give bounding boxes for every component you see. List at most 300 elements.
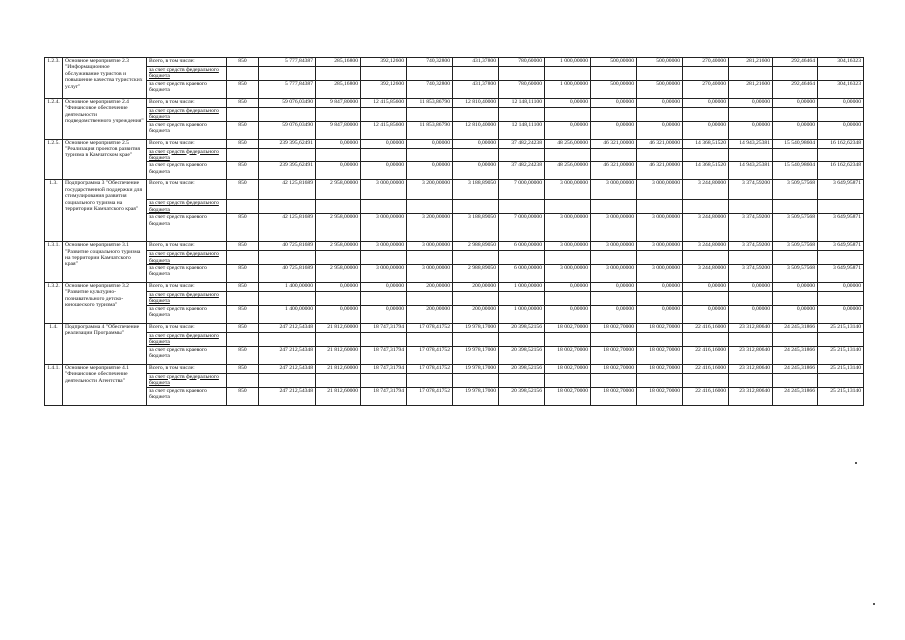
row-number: 1.2.4.: [45, 98, 63, 139]
amount-cell: 6 000,00000: [499, 265, 545, 283]
amount-cell: 12 415,85600: [361, 121, 407, 139]
amount-cell: 3 000,00000: [361, 214, 407, 242]
amount-cell: [591, 148, 637, 162]
amount-cell: 7 000,00000: [499, 214, 545, 242]
amount-cell: 0,00000: [316, 162, 361, 180]
program-name: Основное мероприятие 3.1 "Развитие социального туризма на территории Камчатского края": [63, 242, 147, 283]
amount-cell: 0,00000: [637, 283, 683, 292]
amount-cell: 12 810,40000: [453, 98, 499, 107]
amount-cell: 247 212,54348: [259, 387, 316, 405]
amount-cell: [361, 373, 407, 387]
amount-cell: [818, 107, 864, 121]
amount-cell: 281,21600: [729, 80, 773, 98]
amount-cell: 392,12600: [361, 80, 407, 98]
amount-cell: [729, 67, 773, 81]
amount-cell: 0,00000: [545, 121, 591, 139]
amount-cell: 17 078,41752: [407, 346, 453, 364]
amount-cell: 46 321,00000: [637, 139, 683, 148]
table-row: [45, 214, 864, 242]
amount-cell: 247 212,54348: [259, 364, 316, 373]
program-name: Основное мероприятие 2.4 "Финансовое обеспечение деятельности подведомственного учреждения": [63, 98, 147, 139]
budget-code: 850: [227, 214, 259, 242]
amount-cell: [545, 332, 591, 346]
amount-cell: [259, 373, 316, 387]
amount-cell: 247 212,54348: [259, 346, 316, 364]
amount-cell: 19 978,17000: [453, 323, 499, 332]
amount-cell: 0,00000: [407, 162, 453, 180]
funding-source-label: Всего, в том числе:: [147, 323, 227, 332]
amount-cell: [818, 67, 864, 81]
amount-cell: [591, 200, 637, 214]
amount-cell: [683, 107, 729, 121]
amount-cell: 0,00000: [545, 305, 591, 323]
amount-cell: 37 482,24238: [499, 162, 545, 180]
row-number: 1.2.5.: [45, 139, 63, 180]
amount-cell: 3 000,00000: [591, 180, 637, 200]
amount-cell: 0,00000: [545, 283, 591, 292]
amount-cell: 17 078,41752: [407, 323, 453, 332]
amount-cell: 3 000,00000: [361, 180, 407, 200]
amount-cell: 500,00000: [637, 58, 683, 67]
amount-cell: [453, 292, 499, 306]
amount-cell: 740,32800: [407, 58, 453, 67]
funding-source-label: за счет средств краевого бюджета: [147, 121, 227, 139]
funding-source-label: за счет средств краевого бюджета: [147, 346, 227, 364]
funding-source-label: Всего, в том числе:: [147, 364, 227, 373]
amount-cell: [773, 107, 818, 121]
amount-cell: 25 215,13140: [818, 364, 864, 373]
amount-cell: 21 812,60000: [316, 323, 361, 332]
amount-cell: [729, 148, 773, 162]
row-number: 1.4.1.: [45, 364, 63, 405]
amount-cell: 18 002,70000: [545, 346, 591, 364]
amount-cell: [407, 292, 453, 306]
amount-cell: 40 725,81689: [259, 242, 316, 251]
amount-cell: [499, 332, 545, 346]
amount-cell: 24 245,31866: [773, 387, 818, 405]
amount-cell: 18 747,31794: [361, 346, 407, 364]
amount-cell: 0,00000: [591, 305, 637, 323]
amount-cell: 1 000,00000: [499, 283, 545, 292]
amount-cell: [545, 292, 591, 306]
amount-cell: 239 395,62491: [259, 139, 316, 148]
amount-cell: 500,00000: [591, 80, 637, 98]
amount-cell: [259, 148, 316, 162]
table-row: [45, 292, 864, 306]
table-row: [45, 265, 864, 283]
amount-cell: 12 148,11100: [499, 121, 545, 139]
amount-cell: [637, 332, 683, 346]
amount-cell: 2 958,00000: [316, 214, 361, 242]
amount-cell: [499, 292, 545, 306]
scan-mark: [873, 603, 875, 605]
amount-cell: 3 000,00000: [637, 214, 683, 242]
amount-cell: 23 312,80640: [729, 346, 773, 364]
table-row: [45, 323, 864, 332]
amount-cell: [591, 251, 637, 265]
amount-cell: 0,00000: [316, 139, 361, 148]
amount-cell: [259, 251, 316, 265]
amount-cell: 3 509,57568: [773, 214, 818, 242]
funding-source-label: Всего, в том числе:: [147, 139, 227, 148]
amount-cell: 431,37800: [453, 58, 499, 67]
amount-cell: 18 002,70000: [591, 346, 637, 364]
amount-cell: 1 000,00000: [545, 80, 591, 98]
funding-source-label: Всего, в том числе:: [147, 58, 227, 67]
amount-cell: 3 000,00000: [407, 265, 453, 283]
amount-cell: 0,00000: [683, 98, 729, 107]
amount-cell: 24 245,31866: [773, 346, 818, 364]
amount-cell: [453, 373, 499, 387]
amount-cell: 18 002,70000: [637, 323, 683, 332]
amount-cell: 3 000,00000: [591, 242, 637, 251]
amount-cell: [637, 67, 683, 81]
amount-cell: 3 000,00000: [591, 214, 637, 242]
amount-cell: [316, 373, 361, 387]
row-number: 1.4.: [45, 323, 63, 364]
amount-cell: 3 509,57568: [773, 180, 818, 200]
amount-cell: 5 777,84387: [259, 58, 316, 67]
amount-cell: 25 215,13140: [818, 323, 864, 332]
amount-cell: [818, 200, 864, 214]
amount-cell: 285,16800: [316, 58, 361, 67]
amount-cell: 2 988,89050: [453, 242, 499, 251]
amount-cell: 304,16323: [818, 58, 864, 67]
amount-cell: 59 076,03490: [259, 121, 316, 139]
amount-cell: [499, 251, 545, 265]
budget-code: 850: [227, 323, 259, 332]
amount-cell: 3 000,00000: [361, 265, 407, 283]
amount-cell: [453, 251, 499, 265]
amount-cell: 0,00000: [729, 98, 773, 107]
amount-cell: [453, 107, 499, 121]
amount-cell: [499, 148, 545, 162]
amount-cell: [591, 292, 637, 306]
amount-cell: 25 215,13140: [818, 346, 864, 364]
amount-cell: 18 002,70000: [591, 387, 637, 405]
amount-cell: 3 374,59200: [729, 242, 773, 251]
table-row: [45, 387, 864, 405]
amount-cell: 46 321,00000: [637, 162, 683, 180]
amount-cell: 780,60000: [499, 58, 545, 67]
amount-cell: [453, 332, 499, 346]
amount-cell: 40 725,81689: [259, 265, 316, 283]
amount-cell: 0,00000: [361, 139, 407, 148]
amount-cell: [407, 332, 453, 346]
budget-code: 850: [227, 180, 259, 200]
amount-cell: [545, 107, 591, 121]
funding-source-label: за счет средств краевого бюджета: [147, 387, 227, 405]
budget-code: 850: [227, 283, 259, 292]
amount-cell: 17 078,41752: [407, 387, 453, 405]
amount-cell: [637, 292, 683, 306]
table-body: [45, 58, 864, 406]
amount-cell: [773, 67, 818, 81]
amount-cell: 3 244,80000: [683, 214, 729, 242]
amount-cell: 3 374,59200: [729, 180, 773, 200]
table-row: [45, 121, 864, 139]
amount-cell: 0,00000: [818, 121, 864, 139]
amount-cell: 270,40000: [683, 80, 729, 98]
amount-cell: [591, 107, 637, 121]
amount-cell: 16 162,62348: [818, 162, 864, 180]
amount-cell: 2 958,00000: [316, 265, 361, 283]
amount-cell: [316, 148, 361, 162]
amount-cell: [773, 292, 818, 306]
amount-cell: [499, 373, 545, 387]
amount-cell: [637, 373, 683, 387]
budget-code: 850: [227, 162, 259, 180]
funding-source-label: за счет средств краевого бюджета: [147, 265, 227, 283]
amount-cell: [407, 67, 453, 81]
amount-cell: 3 000,00000: [361, 242, 407, 251]
table-row: [45, 364, 864, 373]
budget-code: [227, 373, 259, 387]
budget-code: 850: [227, 80, 259, 98]
amount-cell: 9 847,80000: [316, 121, 361, 139]
amount-cell: 12 148,11100: [499, 98, 545, 107]
budget-code: 850: [227, 265, 259, 283]
amount-cell: 20 398,52156: [499, 346, 545, 364]
amount-cell: 15 540,98604: [773, 139, 818, 148]
amount-cell: 281,21600: [729, 58, 773, 67]
program-name: Подпрограмма 4 "Обеспечение реализации Программы": [63, 323, 147, 364]
amount-cell: 0,00000: [591, 98, 637, 107]
amount-cell: [683, 332, 729, 346]
amount-cell: 0,00000: [683, 121, 729, 139]
amount-cell: 19 978,17000: [453, 346, 499, 364]
amount-cell: 304,16323: [818, 80, 864, 98]
amount-cell: 59 076,03490: [259, 98, 316, 107]
amount-cell: [316, 251, 361, 265]
amount-cell: 0,00000: [591, 121, 637, 139]
table-row: [45, 162, 864, 180]
amount-cell: [683, 251, 729, 265]
amount-cell: 24 245,31866: [773, 364, 818, 373]
amount-cell: 18 747,31794: [361, 323, 407, 332]
amount-cell: 285,16800: [316, 80, 361, 98]
amount-cell: 780,60000: [499, 80, 545, 98]
amount-cell: 18 747,31794: [361, 387, 407, 405]
amount-cell: 0,00000: [729, 305, 773, 323]
amount-cell: 0,00000: [773, 98, 818, 107]
amount-cell: 18 002,70000: [637, 364, 683, 373]
amount-cell: [773, 251, 818, 265]
amount-cell: [545, 148, 591, 162]
amount-cell: 0,00000: [683, 305, 729, 323]
amount-cell: 0,00000: [773, 121, 818, 139]
amount-cell: 19 978,17000: [453, 364, 499, 373]
table-row: [45, 332, 864, 346]
amount-cell: 0,00000: [407, 139, 453, 148]
amount-cell: 0,00000: [637, 121, 683, 139]
amount-cell: [316, 332, 361, 346]
funding-source-label: за счет средств федерального бюджета: [147, 200, 227, 214]
amount-cell: 3 244,80000: [683, 265, 729, 283]
amount-cell: 3 000,00000: [637, 180, 683, 200]
amount-cell: 1 000,00000: [545, 58, 591, 67]
amount-cell: 3 509,57568: [773, 242, 818, 251]
amount-cell: 21 812,60000: [316, 346, 361, 364]
amount-cell: [683, 373, 729, 387]
amount-cell: 0,00000: [316, 305, 361, 323]
amount-cell: [259, 292, 316, 306]
amount-cell: 200,00000: [453, 283, 499, 292]
amount-cell: 3 649,95871: [818, 242, 864, 251]
budget-code: 850: [227, 305, 259, 323]
amount-cell: [683, 67, 729, 81]
budget-code: 850: [227, 242, 259, 251]
scan-mark: [855, 462, 857, 464]
amount-cell: 3 244,80000: [683, 180, 729, 200]
table-row: [45, 251, 864, 265]
amount-cell: [729, 251, 773, 265]
program-name: Подпрограмма 3 "Обеспечение государственной поддержки для стимулирования развития социального туризма на территории Камчатского края": [63, 180, 147, 242]
budget-code: 850: [227, 346, 259, 364]
amount-cell: 239 395,62491: [259, 162, 316, 180]
amount-cell: [729, 332, 773, 346]
amount-cell: 3 200,00000: [407, 180, 453, 200]
amount-cell: 14 943,25381: [729, 162, 773, 180]
table-row: [45, 242, 864, 251]
amount-cell: 0,00000: [453, 162, 499, 180]
amount-cell: 270,40000: [683, 58, 729, 67]
amount-cell: [818, 373, 864, 387]
amount-cell: [818, 332, 864, 346]
amount-cell: [259, 200, 316, 214]
amount-cell: 292,46464: [773, 58, 818, 67]
amount-cell: [683, 148, 729, 162]
budget-code: [227, 292, 259, 306]
table-row: [45, 58, 864, 67]
budget-code: [227, 148, 259, 162]
amount-cell: 18 002,70000: [591, 364, 637, 373]
budget-code: [227, 200, 259, 214]
program-name: Основное мероприятие 2.3 "Информационное обслуживание туристов и повышение качества туристских услуг": [63, 58, 147, 99]
budget-code: [227, 67, 259, 81]
table-row: [45, 67, 864, 81]
amount-cell: 18 002,70000: [637, 346, 683, 364]
amount-cell: 0,00000: [591, 283, 637, 292]
amount-cell: [591, 373, 637, 387]
amount-cell: 2 958,00000: [316, 242, 361, 251]
amount-cell: 20 398,52156: [499, 387, 545, 405]
amount-cell: 0,00000: [361, 283, 407, 292]
amount-cell: 12 415,85600: [361, 98, 407, 107]
amount-cell: 42 125,81689: [259, 214, 316, 242]
budget-table: [44, 57, 864, 406]
amount-cell: 16 162,62348: [818, 139, 864, 148]
amount-cell: [361, 332, 407, 346]
amount-cell: 200,00000: [453, 305, 499, 323]
amount-cell: [818, 148, 864, 162]
amount-cell: [259, 107, 316, 121]
amount-cell: 24 245,31866: [773, 323, 818, 332]
amount-cell: [818, 251, 864, 265]
amount-cell: 3 000,00000: [637, 242, 683, 251]
amount-cell: [316, 107, 361, 121]
amount-cell: [773, 332, 818, 346]
budget-code: [227, 107, 259, 121]
amount-cell: 18 002,70000: [545, 387, 591, 405]
amount-cell: 48 256,00000: [545, 139, 591, 148]
amount-cell: [361, 67, 407, 81]
amount-cell: 0,00000: [361, 162, 407, 180]
amount-cell: 3 188,89050: [453, 214, 499, 242]
amount-cell: 23 312,80640: [729, 323, 773, 332]
amount-cell: 17 078,41752: [407, 364, 453, 373]
amount-cell: [259, 332, 316, 346]
program-name: Основное мероприятие 4.1 "Финансовое обеспечение деятельности Агентства": [63, 364, 147, 405]
budget-code: 850: [227, 98, 259, 107]
amount-cell: [773, 148, 818, 162]
amount-cell: [729, 292, 773, 306]
funding-source-label: за счет средств федерального бюджета: [147, 251, 227, 265]
table-row: [45, 305, 864, 323]
funding-source-label: Всего, в том числе:: [147, 98, 227, 107]
funding-source-label: Всего, в том числе:: [147, 283, 227, 292]
amount-cell: 21 812,60000: [316, 364, 361, 373]
budget-code: 850: [227, 364, 259, 373]
program-name: Основное мероприятие 3.2 "Развитие культурно-познавательного детско-юношеского туризма": [63, 283, 147, 324]
amount-cell: 37 482,24238: [499, 139, 545, 148]
amount-cell: 22 416,16000: [683, 346, 729, 364]
table-row: [45, 346, 864, 364]
amount-cell: 20 398,52156: [499, 364, 545, 373]
row-number: 1.3.2.: [45, 283, 63, 324]
table-row: [45, 283, 864, 292]
amount-cell: [773, 373, 818, 387]
amount-cell: 0,00000: [683, 283, 729, 292]
budget-table-page: [44, 57, 863, 406]
amount-cell: [361, 148, 407, 162]
amount-cell: 3 000,00000: [545, 265, 591, 283]
table-row: [45, 80, 864, 98]
amount-cell: 3 649,95871: [818, 265, 864, 283]
amount-cell: 23 312,80640: [729, 364, 773, 373]
amount-cell: 3 374,59200: [729, 265, 773, 283]
row-number: 1.3.: [45, 180, 63, 242]
amount-cell: [453, 200, 499, 214]
funding-source-label: за счет средств краевого бюджета: [147, 162, 227, 180]
amount-cell: [545, 251, 591, 265]
amount-cell: [316, 200, 361, 214]
amount-cell: [407, 251, 453, 265]
amount-cell: [499, 107, 545, 121]
amount-cell: 22 416,16000: [683, 387, 729, 405]
amount-cell: 3 649,95871: [818, 180, 864, 200]
amount-cell: [729, 373, 773, 387]
budget-code: [227, 251, 259, 265]
amount-cell: 0,00000: [729, 121, 773, 139]
amount-cell: 3 000,00000: [407, 242, 453, 251]
amount-cell: 0,00000: [545, 98, 591, 107]
budget-code: [227, 332, 259, 346]
row-number: 1.3.1.: [45, 242, 63, 283]
amount-cell: [545, 200, 591, 214]
amount-cell: [361, 292, 407, 306]
amount-cell: [499, 200, 545, 214]
amount-cell: 3 188,89050: [453, 180, 499, 200]
amount-cell: 0,00000: [729, 283, 773, 292]
amount-cell: 14 368,51520: [683, 162, 729, 180]
amount-cell: 200,00000: [407, 305, 453, 323]
amount-cell: [545, 373, 591, 387]
amount-cell: 21 812,60000: [316, 387, 361, 405]
amount-cell: [407, 107, 453, 121]
amount-cell: [361, 251, 407, 265]
amount-cell: [729, 107, 773, 121]
